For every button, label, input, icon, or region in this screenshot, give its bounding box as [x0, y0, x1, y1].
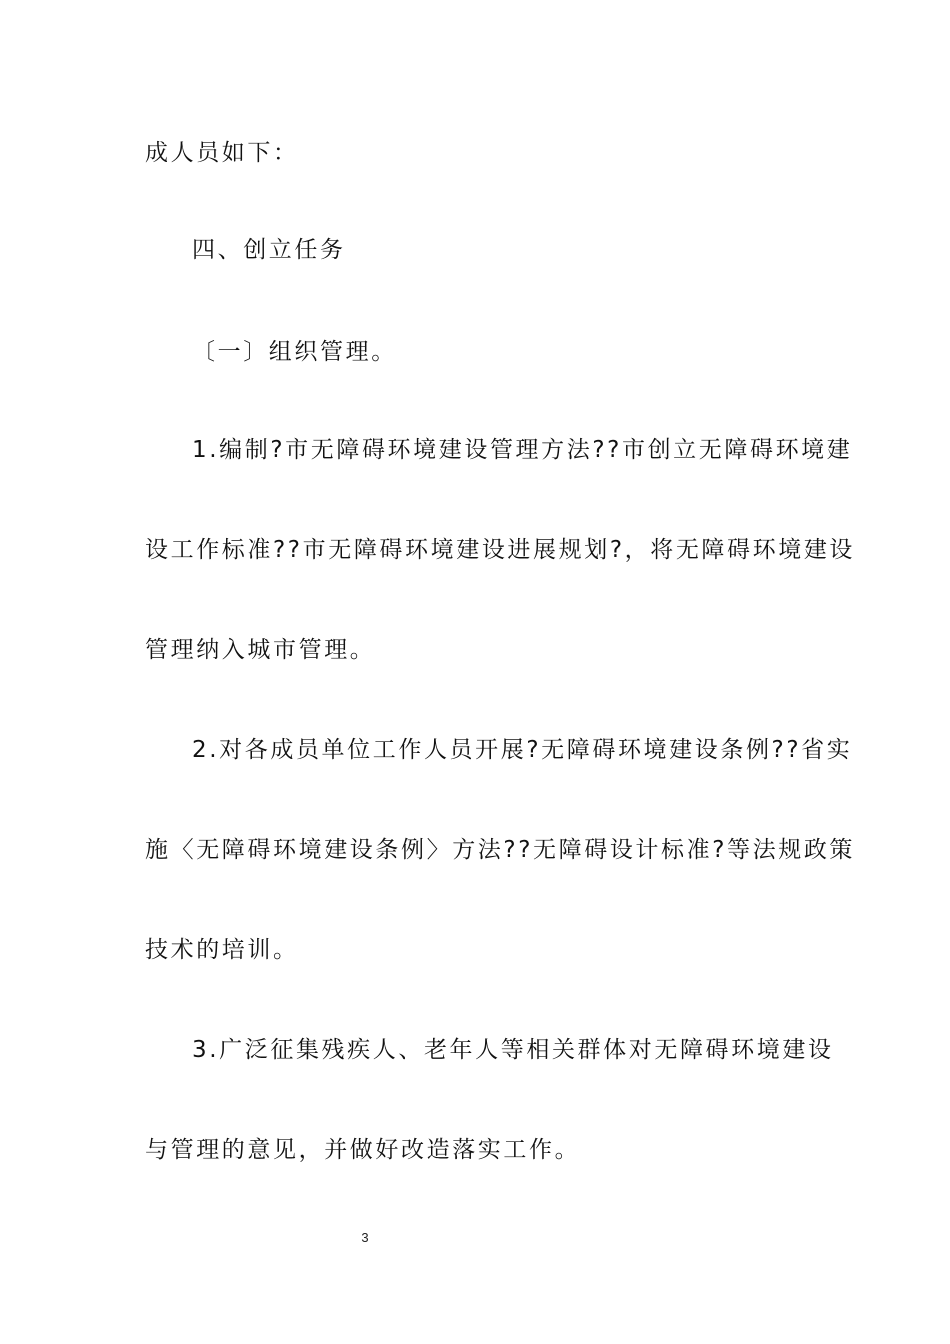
- item-1-line-3: 管理纳入城市管理。: [145, 637, 376, 663]
- item-1-line-1: 1.编制?市无障碍环境建设管理方法??市创立无障碍环境建: [192, 437, 853, 463]
- item-2-line-3: 技术的培训。: [145, 937, 299, 963]
- item-2-line-2: 施〈无障碍环境建设条例〉方法??无障碍设计标准?等法规政策: [145, 837, 856, 863]
- page-number: 3: [361, 1230, 369, 1245]
- subsection-heading-1: 〔一〕组织管理。: [192, 339, 397, 365]
- item-3-line-1: 3.广泛征集残疾人、老年人等相关群体对无障碍环境建设: [192, 1037, 834, 1063]
- section-heading-4: 四、创立任务: [192, 237, 346, 263]
- item-3-line-2: 与管理的意见，并做好改造落实工作。: [145, 1137, 581, 1163]
- text-line-1: 成人员如下：: [145, 140, 299, 166]
- item-1-line-2: 设工作标准??市无障碍环境建设进展规划?，将无障碍环境建设: [145, 537, 856, 563]
- item-2-line-1: 2.对各成员单位工作人员开展?无障碍环境建设条例??省实: [192, 737, 853, 763]
